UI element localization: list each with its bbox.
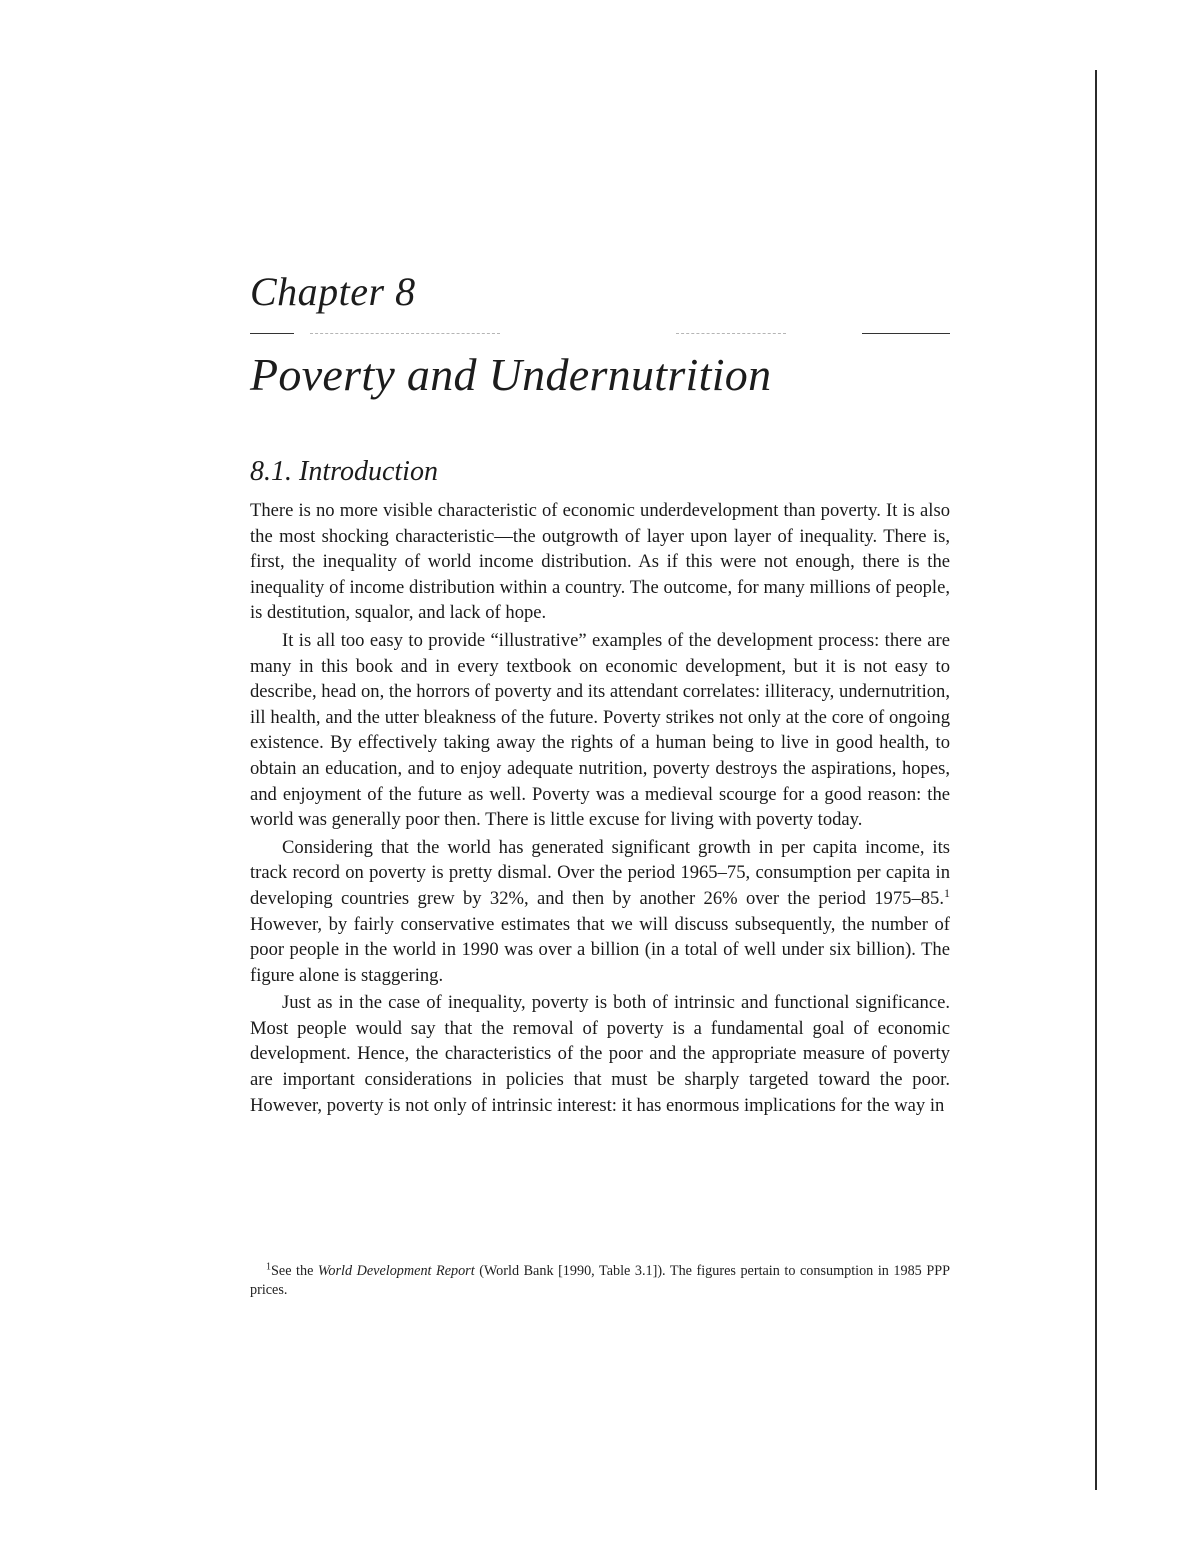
- page-edge-line: [1095, 70, 1097, 1490]
- footnote-mark: 1: [266, 1261, 271, 1273]
- paragraph-3-text-after-ref: However, by fairly conservative estimates that we will discuss subsequently, the number of poor people in the world in 1990 was over a billion (in a total of well under six billion). The figure alone is staggering.: [250, 913, 950, 986]
- footnote-lead: See the: [271, 1263, 318, 1279]
- chapter-rule-faint-left: [310, 333, 500, 334]
- chapter-rule-left: [250, 333, 294, 334]
- section-heading: 8.1. Introduction: [250, 456, 438, 487]
- chapter-rule-faint-right: [676, 333, 786, 334]
- paragraph-4: Just as in the case of inequality, poverty is both of intrinsic and functional significance. Most people would say that the removal of poverty is a fundamental goal of economic development. Hence, the characteristics of the poor and the appropriate measure of poverty are important considerations in policies that must be sharply targeted toward the poor. However, poverty is not only of intrinsic interest: it has enormous implications for the way in: [250, 992, 950, 1116]
- chapter-title: Poverty and Undernutrition: [250, 349, 772, 400]
- footnote-reference[interactable]: 1: [944, 885, 950, 900]
- footnote: [250, 1262, 950, 1300]
- paragraph-3: [250, 835, 950, 989]
- paragraph-1: There is no more visible characteristic of economic underdevelopment than poverty. It is also the most shocking characteristic—the outgrowth of layer upon layer of inequality. There is, first, the inequality of world income distribution. As if this were not enough, there is the inequality of income distribution within a country. The outcome, for many millions of people, is destitution, squalor, and lack of hope.: [250, 500, 950, 624]
- chapter-label: Chapter 8: [250, 269, 416, 314]
- body-text: [250, 498, 950, 1118]
- chapter-rule-right: [862, 333, 950, 334]
- footnote-rest: (World Bank [1990, Table 3.1]). The figures pertain to consumption in 1985 PPP prices.: [250, 1263, 950, 1298]
- footnote-report-title: World Development Report: [317, 1263, 475, 1279]
- paragraph-3-text-before-ref: Considering that the world has generated significant growth in per capita income, its track record on poverty is pretty dismal. Over the period 1965–75, consumption per capita in developing countries grew by 32%, and then by another 26% over the period 1975–85.: [250, 836, 950, 909]
- paragraph-2: It is all too easy to provide “illustrative” examples of the development process: there are many in this book and in every textbook on economic development, but it is not easy to describe, head on, the horrors of poverty and its attendant correlates: illiteracy, undernutrition, ill health, and the utter bleakness of the future. Poverty strikes not only at the core of ongoing existence. By effectively taking away the rights of a human being to live in good health, to obtain an education, and to enjoy adequate nutrition, poverty destroys the aspirations, hopes, and enjoyment of the future as well. Poverty was a medieval scourge for a good reason: the world was generally poor then. There is little excuse for living with poverty today.: [250, 629, 950, 831]
